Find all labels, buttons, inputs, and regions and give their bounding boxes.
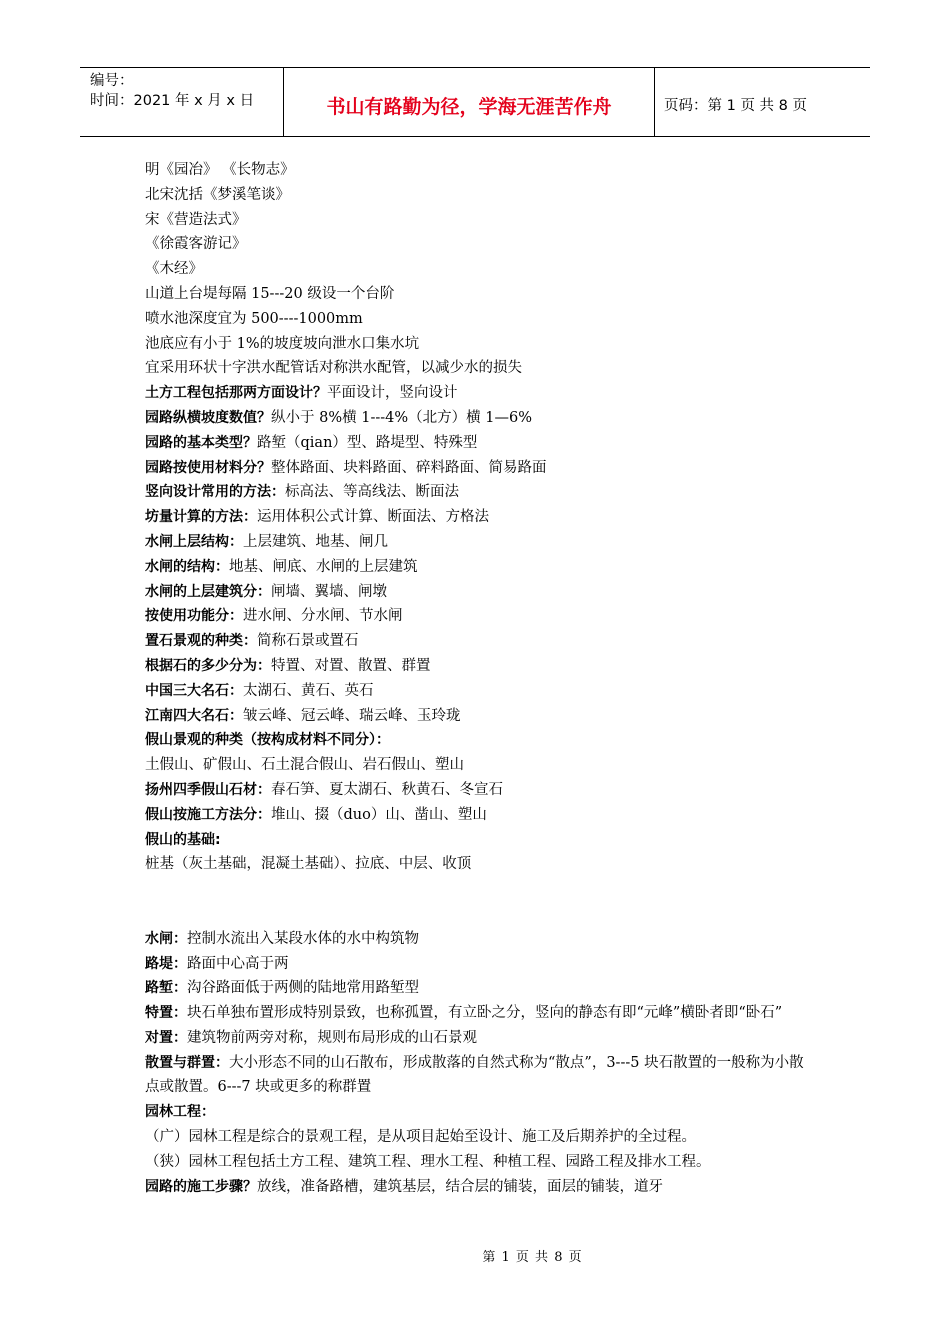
text-line xyxy=(145,778,810,803)
section-gap xyxy=(145,877,810,927)
text-line xyxy=(145,505,810,530)
text-line xyxy=(145,704,810,729)
term-value: 控制水流出入某段水体的水中构筑物 xyxy=(187,930,419,947)
term-value: 路面中心高于两 xyxy=(187,955,289,972)
term-value: 池底应有小于 1%的坡度坡向泄水口集水坑 xyxy=(145,335,420,352)
text-line xyxy=(145,952,810,977)
text-line xyxy=(145,232,810,257)
term-label: 路堤： xyxy=(145,955,187,972)
text-line xyxy=(145,1175,810,1200)
term-value: 进水闸、分水闸、节水闸 xyxy=(243,608,403,625)
term-label: 竖向设计常用的方法： xyxy=(145,484,285,501)
term-label: 假山按施工方法分： xyxy=(145,806,271,823)
term-value: 块石单独布置形成特别景致，也称孤置，有立卧之分，竖向的静态有即“元峰”横卧者即“卧石” xyxy=(187,1005,783,1022)
text-line xyxy=(145,158,810,183)
term-value: 大小形态不同的山石散布，形成散落的自然式称为“散点”，3---5 块石散置的一般称为小散点或散置。6---7 块或更多的称群置 xyxy=(145,1054,804,1096)
text-line xyxy=(145,208,810,233)
term-value: 《木经》 xyxy=(145,261,203,278)
text-line xyxy=(145,1026,810,1051)
text-line xyxy=(145,580,810,605)
page-header xyxy=(80,67,870,137)
term-label: 根据石的多少分为： xyxy=(145,657,271,674)
header-motto: 书山有路勤为径，学海无涯苦作舟 xyxy=(326,95,612,118)
text-line xyxy=(145,332,810,357)
term-label: 按使用功能分： xyxy=(145,608,243,625)
term-label: 坊量计算的方法： xyxy=(145,509,257,526)
text-line xyxy=(145,753,810,778)
text-line xyxy=(145,728,810,753)
text-line xyxy=(145,976,810,1001)
term-value: 纵小于 8%横 1---4%（北方）横 1—6% xyxy=(271,409,532,426)
header-page-info: 页码：第 1 页 共 8 页 xyxy=(664,97,807,114)
header-meta-cell xyxy=(80,68,283,136)
term-label: 中国三大名石： xyxy=(145,682,243,699)
term-value: 特置、对置、散置、群置 xyxy=(271,657,431,674)
text-line xyxy=(145,1125,810,1150)
text-line xyxy=(145,183,810,208)
text-line xyxy=(145,406,810,431)
term-value: （广）园林工程是综合的景观工程，是从项目起始至设计、施工及后期养护的全过程。 xyxy=(145,1129,696,1146)
term-value: 简称石景或置石 xyxy=(257,633,359,650)
term-value: 太湖石、黄石、英石 xyxy=(243,682,374,699)
term-value: 闸墙、翼墙、闸墩 xyxy=(271,583,387,600)
text-line xyxy=(145,604,810,629)
text-line xyxy=(145,307,810,332)
text-line xyxy=(145,555,810,580)
term-label: 园路的施工步骤？ xyxy=(145,1178,257,1195)
term-value: 土假山、矿假山、石土混合假山、岩石假山、塑山 xyxy=(145,757,464,774)
page-footer xyxy=(0,1246,950,1265)
text-line xyxy=(145,381,810,406)
text-line xyxy=(145,1100,810,1125)
term-value: 春石笋、夏太湖石、秋黄石、冬宣石 xyxy=(271,781,503,798)
term-label: 园路纵横坡度数值？ xyxy=(145,409,271,426)
term-value: 明《园冶》 《长物志》 xyxy=(145,162,295,178)
document-body xyxy=(145,158,810,1199)
term-label: 扬州四季假山石材： xyxy=(145,781,271,798)
term-value: 地基、闸底、水闸的上层建筑 xyxy=(229,558,418,575)
term-value: 整体路面、块料路面、碎料路面、简易路面 xyxy=(271,459,547,476)
header-page-cell xyxy=(655,68,870,136)
term-label: 土方工程包括那两方面设计？ xyxy=(145,385,327,402)
notes-block-2 xyxy=(145,927,810,1200)
term-value: 山道上台堤每隔 15---20 级设一个台阶 xyxy=(145,285,395,302)
text-line xyxy=(145,654,810,679)
text-line xyxy=(145,282,810,307)
text-line xyxy=(145,1001,810,1026)
document-code-label: 编号： xyxy=(90,73,134,89)
term-label: 水闸的上层建筑分： xyxy=(145,583,271,600)
term-label: 园路的基本类型？ xyxy=(145,434,257,451)
term-label: 水闸： xyxy=(145,930,187,947)
text-line xyxy=(145,927,810,952)
term-label: 水闸的结构： xyxy=(145,558,229,575)
term-value: 平面设计，竖向设计 xyxy=(327,385,458,402)
term-value: 皱云峰、冠云峰、瑞云峰、玉玲珑 xyxy=(243,707,461,724)
term-value: （狭）园林工程包括土方工程、建筑工程、理水工程、种植工程、园路工程及排水工程。 xyxy=(145,1153,711,1170)
text-line xyxy=(145,828,810,853)
term-value: 放线，准备路槽，建筑基层，结合层的铺装，面层的铺装，道牙 xyxy=(257,1178,663,1195)
header-motto-cell xyxy=(283,68,655,136)
term-value: 堆山、掇（duo）山、凿山、塑山 xyxy=(271,806,487,823)
term-label: 置石景观的种类： xyxy=(145,633,257,650)
term-value: 沟谷路面低于两侧的陆地常用路堑型 xyxy=(187,980,419,997)
term-label: 园林工程： xyxy=(145,1104,215,1121)
text-line xyxy=(145,530,810,555)
text-line xyxy=(145,480,810,505)
text-line xyxy=(145,456,810,481)
notes-block-1 xyxy=(145,158,810,877)
text-line xyxy=(145,679,810,704)
term-value: 北宋沈括《梦溪笔谈》 xyxy=(145,186,290,203)
term-value: 宋《营造法式》 xyxy=(145,211,247,228)
term-label: 假山的基础: xyxy=(145,831,221,848)
text-line xyxy=(145,852,810,877)
term-value: 标高法、等高线法、断面法 xyxy=(285,484,459,501)
term-value: 运用体积公式计算、断面法、方格法 xyxy=(257,509,489,526)
text-line xyxy=(145,803,810,828)
term-label: 水闸上层结构： xyxy=(145,533,243,550)
term-value: 建筑物前两旁对称，规则布局形成的山石景观 xyxy=(187,1029,477,1046)
term-label: 特置： xyxy=(145,1005,187,1022)
term-value: 上层建筑、地基、闸几 xyxy=(243,533,388,550)
text-line xyxy=(145,1051,810,1101)
term-value: 桩基（灰土基础，混凝土基础）、拉底、中层、收顶 xyxy=(145,856,472,873)
term-label: 园路按使用材料分？ xyxy=(145,459,271,476)
term-label: 假山景观的种类（按构成材料不同分）： xyxy=(145,732,390,749)
text-line xyxy=(145,431,810,456)
term-value: 宜采用环状十字洪水配管话对称洪水配管，以减少水的损失 xyxy=(145,360,522,377)
term-value: 《徐霞客游记》 xyxy=(145,236,247,253)
term-label: 对置： xyxy=(145,1029,187,1046)
document-date-label: 时间：2021 年 x 月 x 日 xyxy=(90,93,255,109)
term-label: 江南四大名石： xyxy=(145,707,243,724)
text-line xyxy=(145,629,810,654)
text-line xyxy=(145,1150,810,1175)
term-value: 路堑（qian）型、路堤型、特殊型 xyxy=(257,434,478,451)
footer-page-number: 第 1 页 共 8 页 xyxy=(482,1250,583,1265)
text-line xyxy=(145,257,810,282)
term-value: 喷水池深度宜为 500----1000mm xyxy=(145,310,363,327)
term-label: 路堑： xyxy=(145,980,187,997)
text-line xyxy=(145,356,810,381)
term-label: 散置与群置： xyxy=(145,1054,229,1071)
